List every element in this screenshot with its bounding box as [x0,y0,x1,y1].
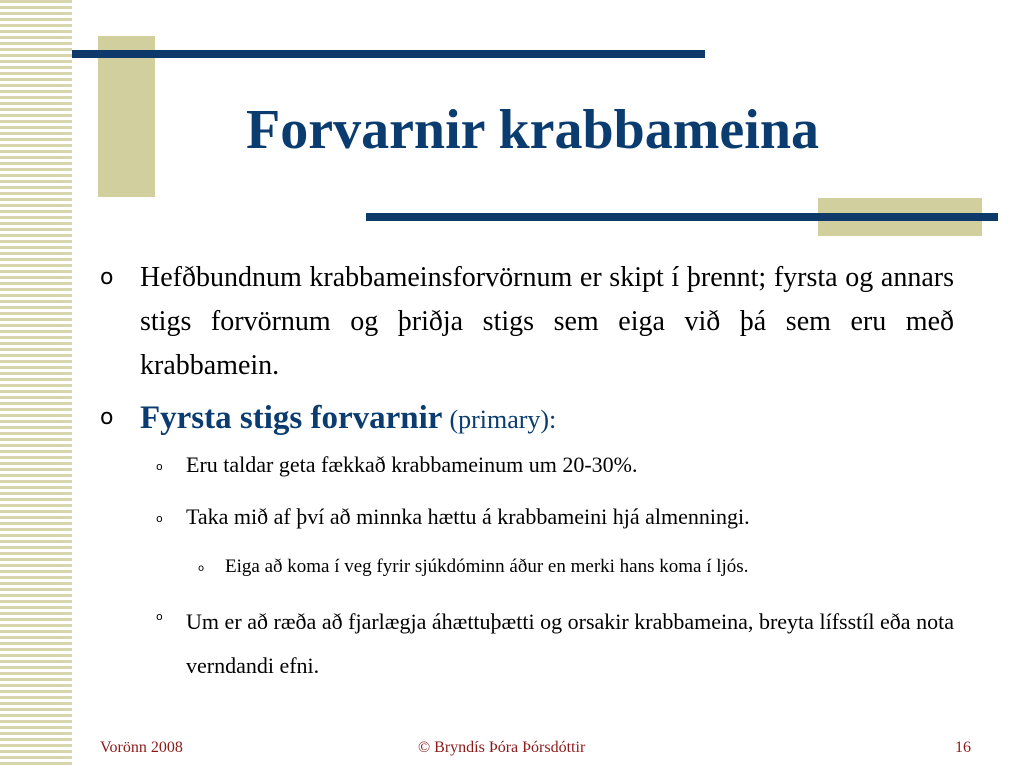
sub-bullet-text: Taka mið af því að minnka hættu á krabbameini hjá almenningi. [186,504,750,529]
slide-title: Forvarnir krabbameina [246,99,819,161]
bullet-item [100,396,954,442]
footer-page-number: 16 [955,739,971,756]
footer-semester: Vorönn 2008 [100,739,183,756]
hollow-circle-bullet-icon: o [100,265,114,290]
sub-bullet-item [156,502,954,532]
decorative-line-bottom [366,213,998,221]
sub-bullet-text: Um er að ræða að fjarlægja áhættuþætti og orsakir krabbameina, breyta lífsstíl eða nota verndandi efni. [186,609,954,678]
bullet-heading: Fyrsta stigs forvarnir [140,400,443,436]
bullet-text: Hefðbundnum krabbameinsforvörnum er skipt í þrennt; fyrsta og annars stigs forvörnum og þriðja stigs sem eiga við þá sem eru með krabbamein. [140,262,954,381]
slide-content [100,256,954,688]
hollow-circle-bullet-icon: o [156,610,163,623]
footer-author: © Bryndís Þóra Þórsdóttir [418,739,586,756]
sub-bullet-text: Eru taldar geta fækkað krabbameinum um 20-30%. [186,452,638,477]
hollow-circle-bullet-icon: o [156,512,163,525]
hollow-circle-bullet-icon: o [100,405,114,430]
hollow-circle-bullet-icon: o [198,563,205,574]
sub-sub-bullet-item [198,554,954,580]
bullet-heading-suffix: (primary): [449,405,557,434]
sub-bullet-item [156,600,954,688]
decorative-stripes [0,0,72,768]
bullet-item [100,256,954,388]
sub-sub-bullet-text: Eiga að koma í veg fyrir sjúkdóminn áður en merki hans koma í ljós. [225,556,749,577]
hollow-circle-bullet-icon: o [156,460,163,473]
decorative-line-top [72,50,705,58]
sub-bullet-item [156,450,954,480]
decorative-tan-block-top [98,36,155,197]
